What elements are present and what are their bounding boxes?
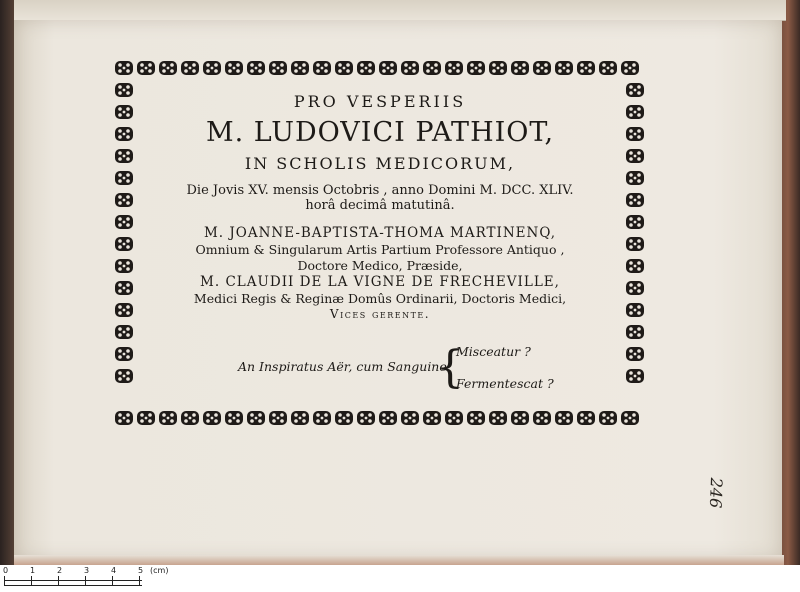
page-bottom-edge — [14, 555, 784, 565]
facing-page-edge — [14, 0, 786, 21]
scale-tick — [58, 576, 59, 586]
scale-tick — [112, 576, 113, 586]
scale-bar — [0, 566, 800, 592]
border-ornament — [159, 411, 177, 425]
folio-number: 246 — [705, 477, 726, 509]
thesis-option-2: Fermentescat ? — [456, 376, 554, 391]
border-ornament — [626, 259, 644, 273]
border-ornament — [511, 61, 529, 75]
scale-tick — [85, 576, 86, 586]
border-ornament — [621, 61, 639, 75]
border-ornament — [626, 83, 644, 97]
border-ornament — [626, 105, 644, 119]
border-ornament — [401, 61, 419, 75]
border-ornament — [467, 411, 485, 425]
scale-label-3: 3 — [84, 566, 90, 575]
vice-gerent-name: M. CLAUDII DE LA VIGNE DE FRECHEVILLE, — [200, 274, 560, 290]
border-ornament — [626, 281, 644, 295]
border-ornament — [555, 61, 573, 75]
border-ornament — [269, 61, 287, 75]
scale-unit: (cm) — [150, 566, 169, 575]
border-ornament — [577, 61, 595, 75]
border-ornament — [159, 61, 177, 75]
border-ornament — [357, 61, 375, 75]
border-ornament — [115, 237, 133, 251]
border-ornament — [291, 411, 309, 425]
border-ornament — [335, 411, 353, 425]
date-line-1: Die Jovis XV. mensis Octobris , anno Domini M. DCC. XLIV. — [186, 183, 574, 198]
praeses-name: M. JOANNE-BAPTISTA-THOMA MARTINENQ, — [203, 225, 557, 241]
border-ornament — [115, 61, 133, 75]
vice-gerent-role: Vices gerente. — [329, 307, 431, 321]
border-ornament — [115, 105, 133, 119]
border-ornament — [577, 411, 595, 425]
border-ornament — [401, 411, 419, 425]
scale-tick — [4, 576, 5, 586]
border-ornament — [357, 411, 375, 425]
border-ornament — [533, 411, 551, 425]
border-ornament — [115, 369, 133, 383]
border-ornament — [626, 171, 644, 185]
border-ornament — [115, 325, 133, 339]
border-ornament — [626, 127, 644, 141]
scale-label-5: 5 — [138, 566, 144, 575]
title-line-3: IN SCHOLIS MEDICORUM, — [244, 154, 516, 173]
border-ornament — [137, 61, 155, 75]
border-ornament — [445, 61, 463, 75]
title-block — [145, 88, 615, 321]
border-ornament — [203, 411, 221, 425]
date-line-2: horâ decimâ matutinâ. — [305, 198, 455, 213]
border-ornament — [247, 411, 265, 425]
border-ornament — [423, 411, 441, 425]
border-ornament — [115, 193, 133, 207]
scale-label-0: 0 — [3, 566, 9, 575]
border-ornament — [115, 215, 133, 229]
border-ornament — [423, 61, 441, 75]
border-ornament — [489, 411, 507, 425]
border-ornament — [115, 149, 133, 163]
praeses-description-2: Doctore Medico, Præside, — [297, 258, 463, 273]
scale-bar-line — [4, 580, 142, 586]
respondent-name: M. LUDOVICI PATHIOT, — [205, 117, 555, 148]
border-ornament — [599, 411, 617, 425]
border-ornament — [555, 411, 573, 425]
border-ornament — [626, 237, 644, 251]
border-ornament — [115, 303, 133, 317]
border-ornament — [225, 411, 243, 425]
thesis-option-1: Misceatur ? — [456, 344, 531, 359]
border-ornament — [511, 411, 529, 425]
border-ornament — [626, 193, 644, 207]
border-ornament — [626, 303, 644, 317]
border-ornament — [181, 411, 199, 425]
border-ornament — [247, 61, 265, 75]
border-ornament — [626, 347, 644, 361]
border-ornament — [291, 61, 309, 75]
border-ornament — [225, 61, 243, 75]
border-ornament — [626, 149, 644, 163]
border-ornament — [626, 325, 644, 339]
thesis-question-block — [238, 342, 558, 394]
border-ornament — [445, 411, 463, 425]
scale-tick — [139, 576, 140, 586]
scale-tick — [31, 576, 32, 586]
border-ornament — [115, 411, 133, 425]
border-ornament — [115, 83, 133, 97]
border-ornament — [269, 411, 287, 425]
border-ornament — [115, 347, 133, 361]
border-ornament — [467, 61, 485, 75]
border-ornament — [626, 215, 644, 229]
border-ornament — [203, 61, 221, 75]
curly-brace-icon: { — [436, 342, 464, 393]
border-ornament — [533, 61, 551, 75]
border-ornament — [626, 369, 644, 383]
title-line-1: PRO VESPERIIS — [293, 92, 467, 111]
border-ornament — [313, 411, 331, 425]
border-ornament — [599, 61, 617, 75]
border-ornament — [115, 281, 133, 295]
border-ornament — [379, 61, 397, 75]
thesis-question: An Inspiratus Aër, cum Sanguine — [238, 359, 447, 374]
border-ornament — [115, 171, 133, 185]
border-ornament — [115, 259, 133, 273]
border-ornament — [621, 411, 639, 425]
praeses-description-1: Omnium & Singularum Artis Partium Professore Antiquo , — [195, 242, 565, 257]
vice-gerent-description: Medici Regis & Reginæ Domûs Ordinarii, Doctoris Medici, — [193, 291, 567, 306]
border-ornament — [313, 61, 331, 75]
scale-label-2: 2 — [57, 566, 63, 575]
scale-label-1: 1 — [30, 566, 36, 575]
scale-label-4: 4 — [111, 566, 117, 575]
border-ornament — [137, 411, 155, 425]
border-ornament — [115, 127, 133, 141]
border-ornament — [379, 411, 397, 425]
border-ornament — [489, 61, 507, 75]
border-ornament — [335, 61, 353, 75]
border-ornament — [181, 61, 199, 75]
